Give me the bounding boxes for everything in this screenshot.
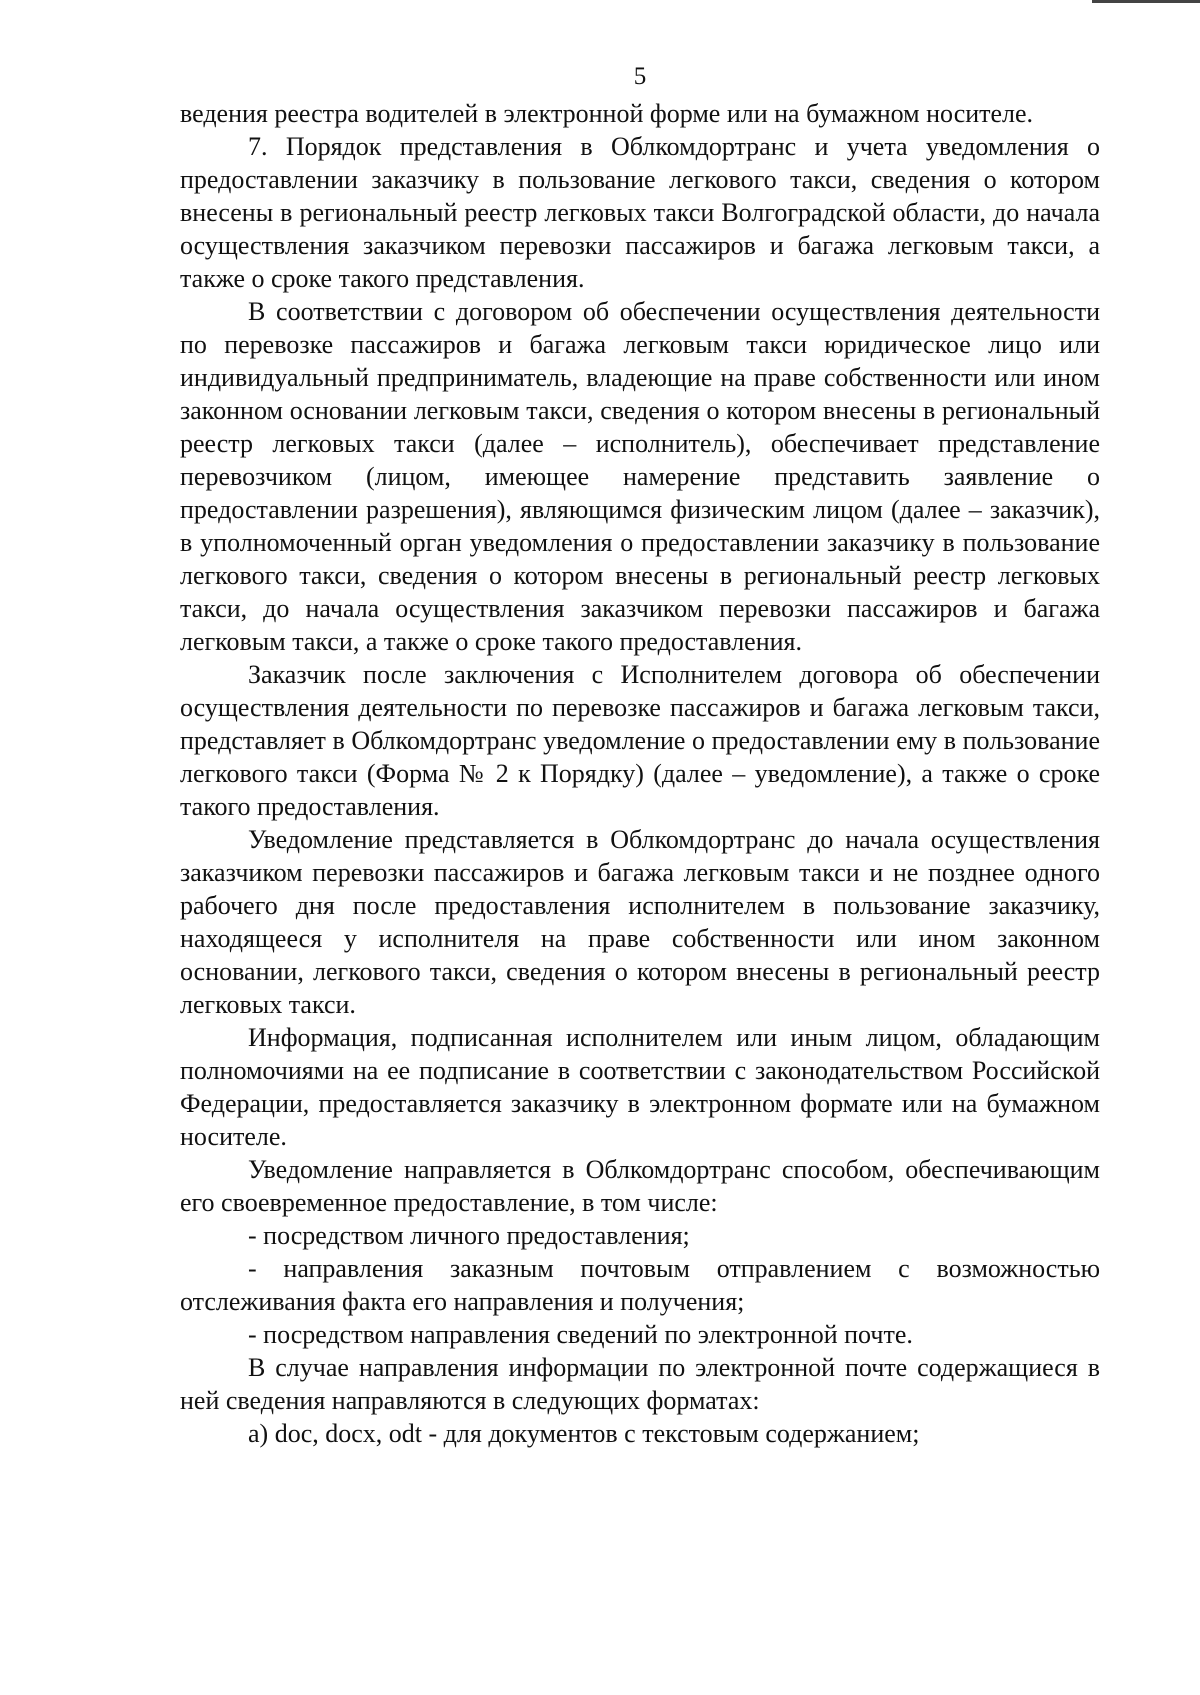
list-item-format-a: а) doc, docx, odt - для документов с текстовым содержанием; bbox=[248, 1419, 920, 1448]
paragraph-notification-method: Уведомление направляется в Облкомдортранс способом, обеспечивающим его своевременное предоставление, в том числе: bbox=[180, 1155, 1100, 1217]
scan-edge-mark bbox=[1092, 0, 1200, 3]
paragraph-information: Информация, подписанная исполнителем или иным лицом, обладающим полномочиями на ее подписание в соответствии с законодательством Российской Федерации, предоставляется заказчику в электронном формате или на бумажном носителе. bbox=[180, 1023, 1100, 1151]
list-item-email: - посредством направления сведений по электронной почте. bbox=[248, 1320, 913, 1349]
paragraph-continuation: ведения реестра водителей в электронной форме или на бумажном носителе. bbox=[180, 99, 1034, 128]
page-number: 5 bbox=[633, 63, 647, 90]
paragraph-section-7-heading: 7. Порядок представления в Облкомдортранс и учета уведомления о предоставлении заказчику в пользование легкового такси, сведения о котором внесены в региональный реестр легковых такси Волгоградской области, до начала осуществления заказчиком перевозки пассажиров и багажа легковым такси, а также о сроке такого представления. bbox=[180, 132, 1100, 293]
paragraph-contract: В соответствии с договором об обеспечении осуществления деятельности по перевозке пассажиров и багажа легковым такси юридическое лицо или индивидуальный предприниматель, владеющие на праве собственности или ином законном основании легковым такси, сведения о котором внесены в региональный реестр легковых такси (далее – исполнитель), обеспечивает представление перевозчиком (лицом, имеющее намерение представить заявление о предоставлении разрешения), являющимся физическим лицом (далее – заказчик), в уполномоченный орган уведомления о предоставлении заказчику в пользование легкового такси, сведения о котором внесены в региональный реестр легковых такси, до начала осуществления заказчиком перевозки пассажиров и багажа легковым такси, а также о сроке такого предоставления. bbox=[180, 297, 1100, 656]
document-page bbox=[180, 60, 1100, 1450]
list-item-personal: - посредством личного предоставления; bbox=[248, 1221, 690, 1250]
list-item-mail: - направления заказным почтовым отправлением с возможностью отслеживания факта его направления и получения; bbox=[180, 1254, 1100, 1316]
paragraph-email-formats: В случае направления информации по электронной почте содержащиеся в ней сведения направляются в следующих форматах: bbox=[180, 1353, 1100, 1415]
paragraph-customer: Заказчик после заключения с Исполнителем договора об обеспечении осуществления деятельности по перевозке пассажиров и багажа легковым такси, представляет в Облкомдортранс уведомление о предоставлении ему в пользование легкового такси (Форма № 2 к Порядку) (далее – уведомление), а также о сроке такого предоставления. bbox=[180, 660, 1100, 821]
paragraph-notification-deadline: Уведомление представляется в Облкомдортранс до начала осуществления заказчиком перевозки пассажиров и багажа легковым такси и не позднее одного рабочего дня после предоставления исполнителем в пользование заказчику, находящееся у исполнителя на праве собственности или ином законном основании, легкового такси, сведения о котором внесены в региональный реестр легковых такси. bbox=[180, 825, 1100, 1019]
